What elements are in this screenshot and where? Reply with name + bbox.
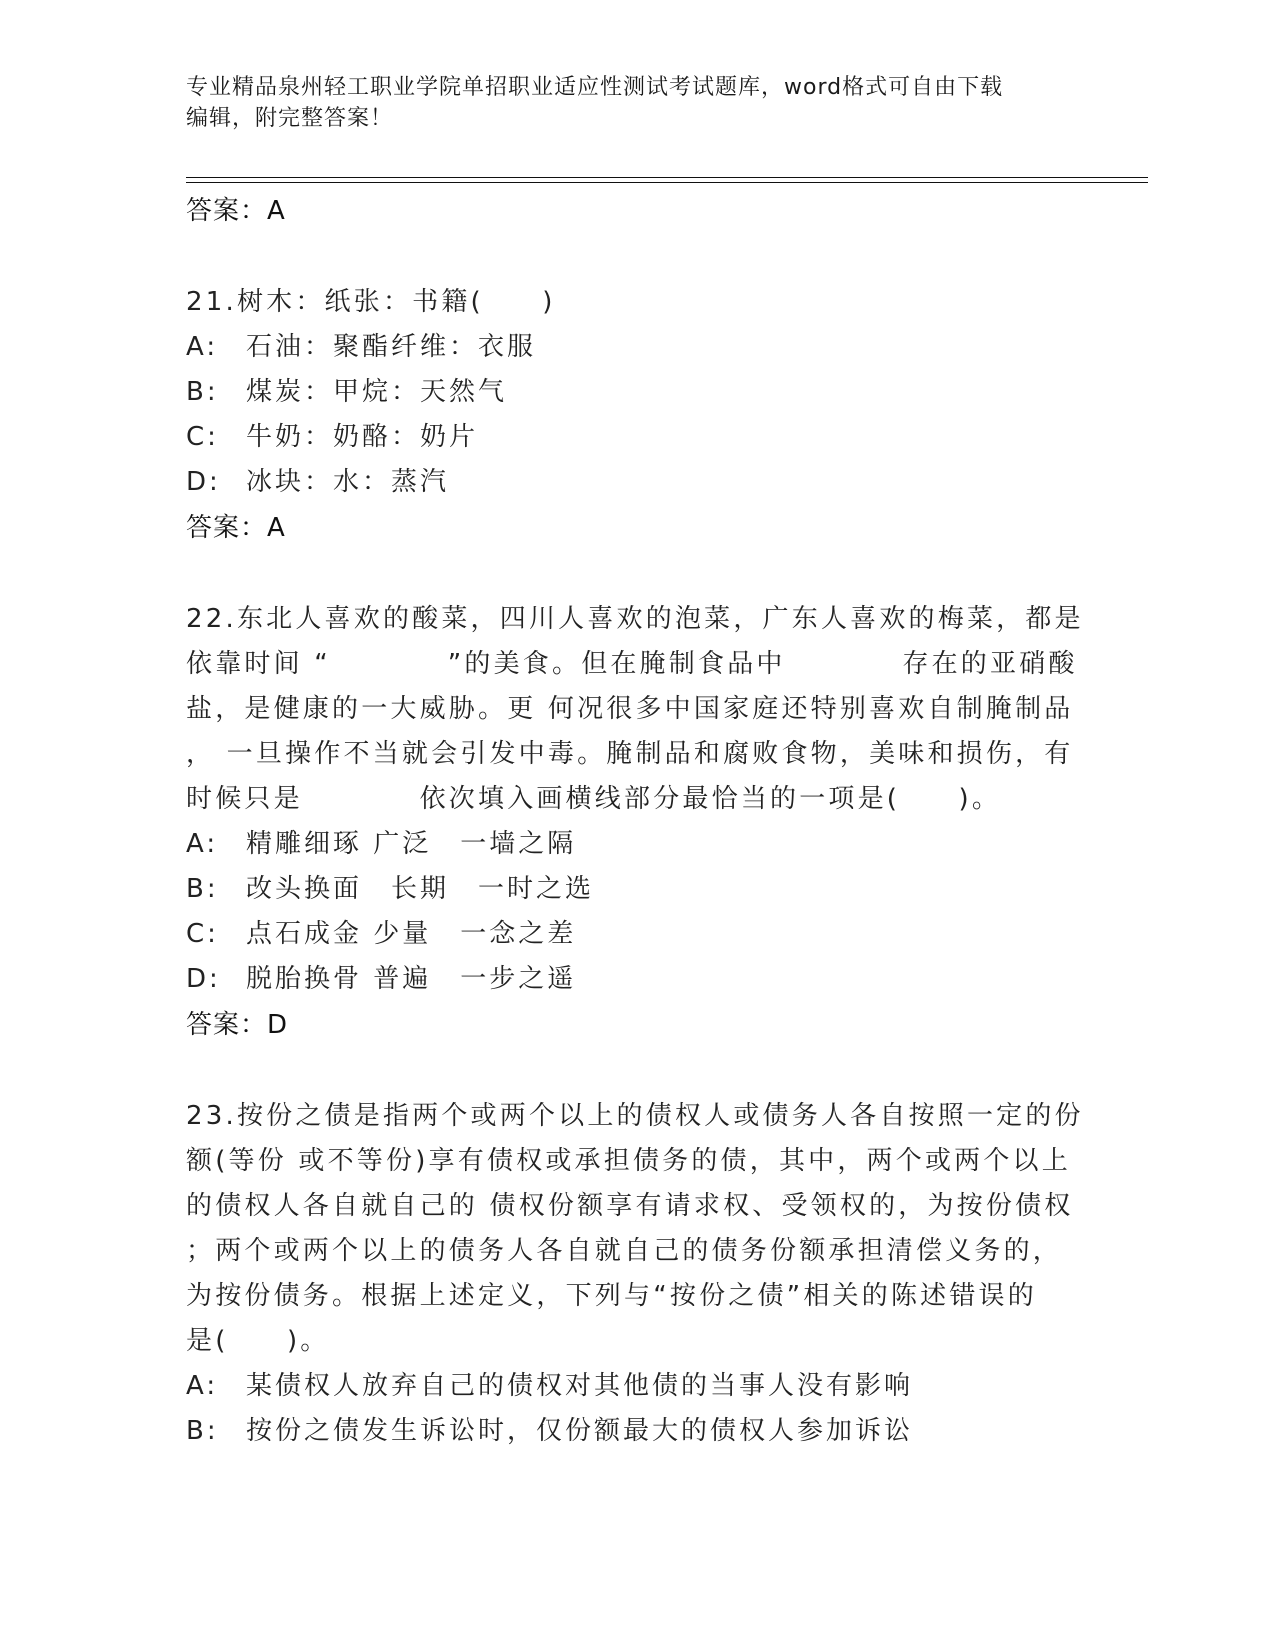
option-text: 脱胎换骨 普遍 一步之遥	[246, 964, 577, 994]
option-text: 改头换面 长期 一时之选	[246, 874, 595, 904]
spacer	[186, 234, 1086, 280]
option-b	[186, 370, 1086, 415]
question-stem-line: 额(等份 或不等份)享有债权或承担债务的债，其中，两个或两个以上	[186, 1146, 1071, 1176]
option-b	[186, 1409, 1086, 1454]
option-text: 煤炭：甲烷：天然气	[246, 377, 508, 407]
option-text: 某债权人放弃自己的债权对其他债的当事人没有影响	[246, 1371, 914, 1401]
option-letter: C:	[186, 422, 219, 452]
question-stem-line: 为按份债务。根据上述定义，下列与“按份之债”相关的陈述错误的	[186, 1281, 1037, 1311]
question-stem-line: 依靠时间 “ ”的美食。但在腌制食品中 存在的亚硝酸	[186, 649, 1078, 679]
question-block	[186, 280, 1086, 551]
option-letter: B:	[186, 874, 219, 904]
question-stem-line: ， 一旦操作不当就会引发中毒。腌制品和腐败食物，美味和损伤，有	[186, 739, 1074, 769]
option-a	[186, 1364, 1086, 1409]
question-stem-line: 22.东北人喜欢的酸菜，四川人喜欢的泡菜，广东人喜欢的梅菜，都是	[186, 604, 1084, 634]
option-letter: D:	[186, 964, 221, 994]
option-text: 冰块：水：蒸汽	[246, 467, 450, 497]
option-c	[186, 415, 1086, 460]
option-text: 精雕细琢 广泛 一墙之隔	[246, 829, 577, 859]
question-block	[186, 1094, 1086, 1454]
option-b	[186, 867, 1086, 912]
option-d	[186, 460, 1086, 505]
question-stem-line: ；两个或两个以上的债务人各自就自己的债务份额承担清偿义务的，	[186, 1236, 1063, 1266]
answer-line: 答案：D	[186, 1010, 289, 1040]
header-rule-top	[186, 177, 1148, 178]
question-stem-line: 盐，是健康的一大威胁。更 何况很多中国家庭还特别喜欢自制腌制品	[186, 694, 1074, 724]
option-letter: A:	[186, 829, 219, 859]
option-text: 牛奶：奶酪：奶片	[246, 422, 479, 452]
option-letter: C:	[186, 919, 219, 949]
answer-line: 答案：A	[186, 513, 286, 543]
question-stem	[186, 280, 1086, 325]
option-letter: A:	[186, 332, 219, 362]
question-stem-line: 21.树木：纸张：书籍( )	[186, 287, 556, 317]
header-rule-bottom	[186, 182, 1148, 183]
document-body	[186, 188, 1086, 1454]
option-text: 石油：聚酯纤维：衣服	[246, 332, 537, 362]
question-block	[186, 597, 1086, 1048]
option-letter: B:	[186, 1416, 219, 1446]
option-text: 按份之债发生诉讼时，仅份额最大的债权人参加诉讼	[246, 1416, 914, 1446]
spacer	[186, 1048, 1086, 1094]
question-stem-line: 是( )。	[186, 1326, 330, 1356]
question-stem-line: 23.按份之债是指两个或两个以上的债权人或债务人各自按照一定的份	[186, 1101, 1084, 1131]
option-letter: D:	[186, 467, 221, 497]
spacer	[186, 551, 1086, 597]
option-a	[186, 822, 1086, 867]
question-stem	[186, 1094, 1086, 1364]
page-header	[186, 72, 1086, 134]
option-c	[186, 912, 1086, 957]
question-stem-line: 时候只是 依次填入画横线部分最恰当的一项是( )。	[186, 784, 1002, 814]
option-a	[186, 325, 1086, 370]
option-text: 点石成金 少量 一念之差	[246, 919, 577, 949]
header-line-1: 专业精品泉州轻工职业学院单招职业适应性测试考试题库，word格式可自由下载	[186, 75, 1004, 100]
header-line-2: 编辑，附完整答案！	[186, 106, 394, 131]
question-stem-line: 的债权人各自就自己的 债权份额享有请求权、受领权的，为按份债权	[186, 1191, 1074, 1221]
option-d	[186, 957, 1086, 1002]
answer-line: 答案：A	[186, 196, 286, 226]
question-stem	[186, 597, 1086, 822]
option-letter: A:	[186, 1371, 219, 1401]
option-letter: B:	[186, 377, 219, 407]
